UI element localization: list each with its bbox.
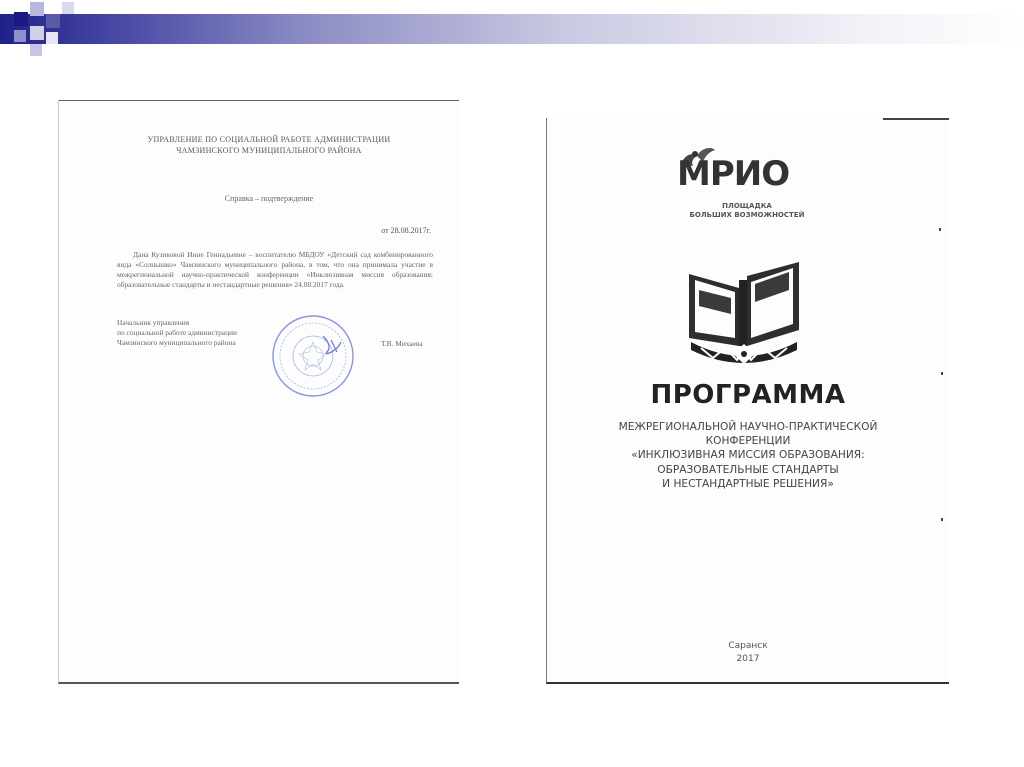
header-square-decoration [62,2,74,14]
scan-mark [941,372,943,375]
program-subtitle [587,420,909,491]
certificate-date: от 28.08.2017г. [381,226,431,235]
signatory-role [117,318,287,348]
header-square-decoration [30,2,44,16]
open-book-emblem-icon [681,250,807,370]
header-square-decoration [46,32,58,44]
subtitle-line: КОНФЕРЕНЦИИ [705,435,791,448]
scan-edge [883,118,949,120]
city-name: Саранск [728,641,768,651]
program-title: ПРОГРАММА [650,380,846,410]
seal-stamp-icon [271,312,355,398]
org-line: УПРАВЛЕНИЕ ПО СОЦИАЛЬНОЙ РАБОТЕ АДМИНИСТРАЦИИ [147,135,391,144]
header-square-decoration [30,44,42,56]
scan-edge [59,100,459,101]
certificate-scan [58,100,459,684]
slide-header-bar [0,14,1024,44]
issuer-organization [139,134,399,156]
role-line: Начальник управления [117,318,190,327]
role-line: по социальной работе администрации [117,328,237,337]
certificate-body: Дана Кузиковой Инне Геннадьевне – воспитателю МБДОУ «Детский сад комбинированного вида «Солнышко» Чамзинского муниципального района, в том, что она принимала участие в межрегиональной научно-практической конференции «Инклюзивная миссия образования: образовательные стандарты и нестандартные решения» 24.08.2017 года. [117,250,433,289]
header-square-decoration [14,12,28,26]
signatory-name: Т.В. Михаева [381,339,423,348]
subtitle-line: ОБРАЗОВАТЕЛЬНЫЕ СТАНДАРТЫ [657,463,839,476]
role-line: Чамзинского муниципального района [117,338,236,347]
org-line: ЧАМЗИНСКОГО МУНИЦИПАЛЬНОГО РАЙОНА [176,146,362,155]
header-square-decoration [46,14,60,28]
scan-mark [939,228,941,231]
program-cover-scan [546,118,949,684]
publication-year: 2017 [736,654,760,664]
subtitle-line: МЕЖРЕГИОНАЛЬНОЙ НАУЧНО-ПРАКТИЧЕСКОЙ [618,421,878,433]
tagline-line: ПЛОЩАДКА [722,202,772,210]
subtitle-line: И НЕСТАНДАРТНЫЕ РЕШЕНИЯ» [662,477,834,490]
scan-mark [941,518,943,521]
subtitle-line: «ИНКЛЮЗИВНАЯ МИССИЯ ОБРАЗОВАНИЯ: [631,449,865,462]
header-square-decoration [14,30,26,42]
logo-tagline [667,202,827,220]
publication-place [697,640,799,666]
tagline-line: БОЛЬШИХ ВОЗМОЖНОСТЕЙ [689,211,805,219]
logo-wordmark: МРИО [677,154,790,194]
header-square-decoration [30,26,44,40]
certificate-title: Справка – подтверждение [224,194,314,203]
